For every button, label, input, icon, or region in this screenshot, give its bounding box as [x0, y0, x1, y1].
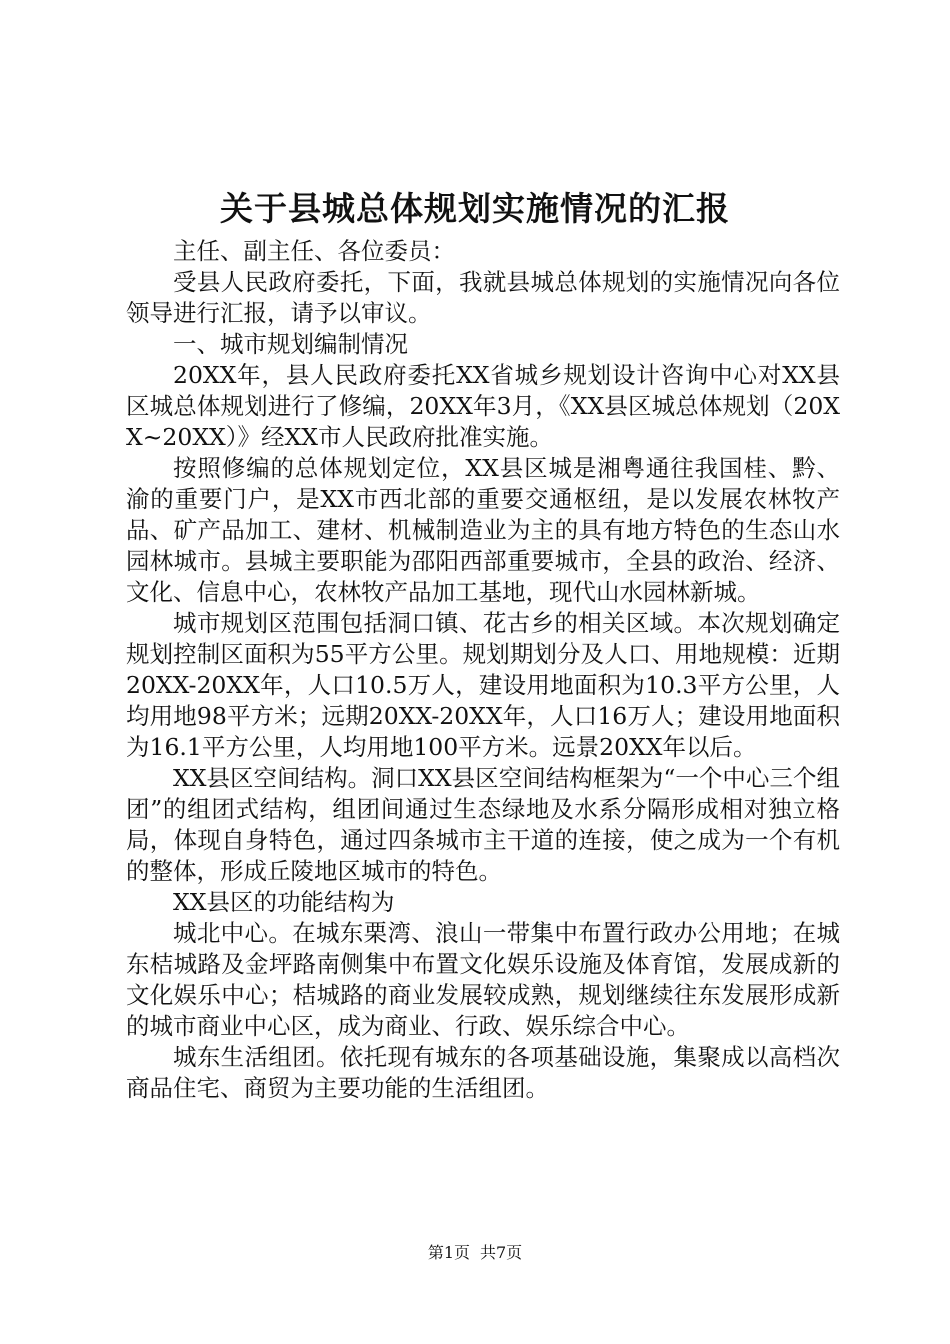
document-title: 关于县城总体规划实施情况的汇报 [220, 189, 730, 228]
body-paragraph: 城东生活组团。依托现有城东的各项基础设施，集聚成以高档次商品住宅、商贸为主要功能的生活组团。 [126, 1043, 840, 1102]
body-paragraph: 城市规划区范围包括洞口镇、花古乡的相关区域。本次规划确定规划控制区面积为55平方公里。规划期划分及人口、用地规模：近期20XX-20XX年，人口10.5万人，建设用地面积为10.3平方公里，人均用地98平方米；远期20XX-20XX年，人口16万人；建设用地面积为16.1平方公里，人均用地100平方米。远景20XX年以后。 [126, 609, 840, 761]
document-body [126, 236, 840, 1104]
body-paragraph: 按照修编的总体规划定位，XX县区城是湘粤通往我国桂、黔、渝的重要门户，是XX市西北部的重要交通枢纽，是以发展农林牧产品、矿产品加工、建材、机械制造业为主的具有地方特色的生态山水园林城市。县城主要职能为邵阳西部重要城市，全县的政治、经济、文化、信息中心，农林牧产品加工基地，现代山水园林新城。 [126, 454, 840, 606]
intro-paragraph: 受县人民政府委托，下面，我就县城总体规划的实施情况向各位领导进行汇报，请予以审议。 [126, 268, 840, 327]
page-number: 第1页 [427, 1243, 470, 1262]
body-paragraph: XX县区的功能结构为 [173, 888, 395, 916]
body-paragraph: XX县区空间结构。洞口XX县区空间结构框架为“一个中心三个组团”的组团式结构，组团间通过生态绿地及水系分隔形成相对独立格局，体现自身特色，通过四条城市主干道的连接，使之成为一个有机的整体，形成丘陵地区城市的特色。 [126, 764, 840, 885]
page-total: 共7页 [480, 1243, 523, 1262]
body-paragraph: 20XX年，县人民政府委托XX省城乡规划设计咨询中心对XX县区城总体规划进行了修编，20XX年3月，《XX县区城总体规划（20XX~20XX）》经XX市人民政府批准实施。 [126, 361, 840, 451]
body-paragraph: 城北中心。在城东栗湾、浪山一带集中布置行政办公用地；在城东桔城路及金坪路南侧集中布置文化娱乐设施及体育馆，发展成新的文化娱乐中心；桔城路的商业发展较成熟，规划继续往东发展形成新的城市商业中心区，成为商业、行政、娱乐综合中心。 [126, 919, 840, 1040]
section-heading: 一、城市规划编制情况 [173, 330, 408, 358]
page-footer [0, 1242, 950, 1264]
salutation-paragraph: 主任、副主任、各位委员： [173, 237, 455, 265]
